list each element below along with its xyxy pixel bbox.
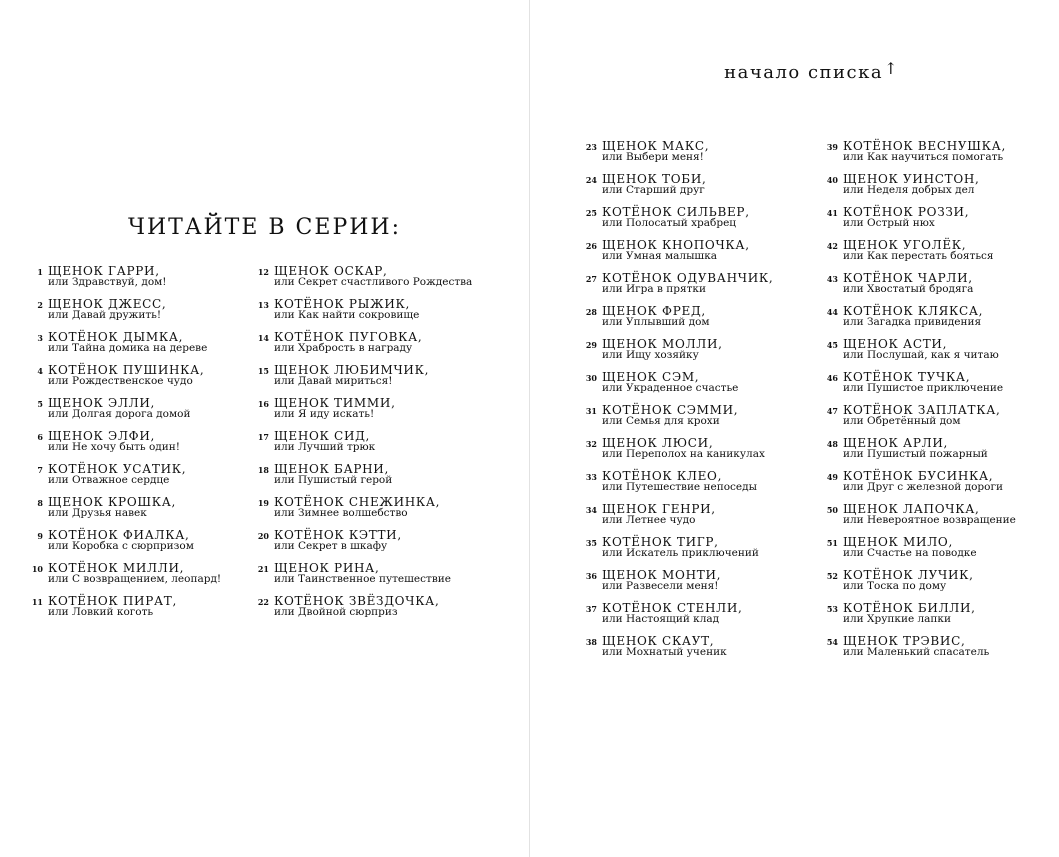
book-subtitle: или Не хочу быть один! [48,441,180,453]
book-subtitle: или Пушистый пожарный [843,448,988,460]
book-subtitle: или Украденное счастье [602,382,739,394]
book-entry [585,535,773,570]
book-number: 37 [585,604,597,614]
book-entry [585,304,773,339]
book-entry [826,205,1016,240]
book-title: ЩЕНОК СИД, [274,429,371,443]
series-heading: ЧИТАЙТЕ В СЕРИИ: [127,215,402,240]
book-title: ЩЕНОК УГОЛЁК, [843,238,967,252]
book-subtitle: или Игра в прятки [602,283,706,295]
book-number: 34 [585,505,597,515]
book-entry [257,528,472,563]
book-subtitle: или Коробка с сюрпризом [48,540,194,552]
book-subtitle: или Развесели меня! [602,580,719,592]
book-title: ЩЕНОК ЭЛФИ, [48,429,155,443]
book-number: 33 [585,472,597,482]
book-entry [826,403,1016,438]
book-number: 41 [826,208,838,218]
book-number: 1 [37,267,43,277]
book-entry [826,502,1016,537]
book-subtitle: или Двойной сюрприз [274,606,398,618]
book-title: ЩЕНОК ЛЮБИМЧИК, [274,363,430,377]
book-title: КОТЁНОК СИЛЬВЕР, [602,205,750,219]
book-title: КОТЁНОК ПУШИНКА, [48,363,205,377]
book-subtitle: или Уплывший дом [602,316,710,328]
book-subtitle: или Как перестать бояться [843,250,994,262]
book-entry [826,436,1016,471]
book-title: КОТЁНОК ТУЧКА, [843,370,971,384]
book-title: ЩЕНОК БАРНИ, [274,462,389,476]
book-title: ЩЕНОК МОЛЛИ, [602,337,723,351]
book-title: ЩЕНОК УИНСТОН, [843,172,980,186]
book-title: КОТЁНОК БИЛЛИ, [843,601,976,615]
book-entry [37,462,221,497]
book-subtitle: или Ищу хозяйку [602,349,699,361]
book-number: 54 [826,637,838,647]
book-number: 38 [585,637,597,647]
book-number: 25 [585,208,597,218]
book-number: 8 [37,498,43,508]
book-title: КОТЁНОК МИЛЛИ, [48,561,185,575]
book-number: 7 [37,465,43,475]
book-entry [826,634,1016,669]
book-subtitle: или Переполох на каникулах [602,448,765,460]
book-subtitle: или Обретённый дом [843,415,961,427]
book-entry [585,370,773,405]
book-number: 2 [37,300,43,310]
book-subtitle: или Секрет в шкафу [274,540,388,552]
book-number: 40 [826,175,838,185]
book-number: 29 [585,340,597,350]
book-number: 17 [257,432,269,442]
book-entry [826,469,1016,504]
book-title: ЩЕНОК ТИММИ, [274,396,396,410]
book-subtitle: или Маленький спасатель [843,646,990,658]
book-number: 14 [257,333,269,343]
book-subtitle: или Невероятное возвращение [843,514,1016,526]
book-title: ЩЕНОК ФРЕД, [602,304,706,318]
book-entry [585,634,773,669]
book-subtitle: или Давай мириться! [274,375,393,387]
book-number: 4 [37,366,43,376]
book-title: ЩЕНОК ЛЮСИ, [602,436,714,450]
book-subtitle: или Пушистое приключение [843,382,1004,394]
book-title: КОТЁНОК УСАТИК, [48,462,187,476]
book-number: 22 [257,597,269,607]
book-number: 24 [585,175,597,185]
book-number: 13 [257,300,269,310]
book-title: ЩЕНОК ТОБИ, [602,172,707,186]
book-title: КОТЁНОК ЛУЧИК, [843,568,974,582]
book-subtitle: или Я иду искать! [274,408,375,420]
book-entry [257,363,472,398]
book-subtitle: или Настоящий клад [602,613,720,625]
book-subtitle: или Счастье на поводке [843,547,977,559]
book-title: КОТЁНОК ТИГР, [602,535,719,549]
book-list-column-3 [585,139,774,669]
book-title: КОТЁНОК ДЫМКА, [48,330,184,344]
book-title: КОТЁНОК ПУГОВКА, [274,330,423,344]
book-entry [585,139,773,174]
book-subtitle: или Как найти сокровище [274,309,420,321]
book-entry [257,594,472,629]
book-title: КОТЁНОК СЭММИ, [602,403,739,417]
book-subtitle: или Отважное сердце [48,474,170,486]
book-number: 53 [826,604,838,614]
book-number: 31 [585,406,597,416]
book-entry [826,271,1016,306]
book-title: ЩЕНОК РИНА, [274,561,380,575]
book-title: ЩЕНОК ДЖЕСС, [48,297,167,311]
book-subtitle: или Неделя добрых дел [843,184,975,196]
book-title: КОТЁНОК КЛЯКСА, [843,304,984,318]
book-title: ЩЕНОК ТРЭВИС, [843,634,966,648]
book-entry [37,363,221,398]
book-number: 3 [37,333,43,343]
book-title: КОТЁНОК СНЕЖИНКА, [274,495,441,509]
book-entry [585,502,773,537]
book-number: 15 [257,366,269,376]
book-subtitle: или Долгая дорога домой [48,408,191,420]
book-title: ЩЕНОК ГЕНРИ, [602,502,716,516]
book-number: 32 [585,439,597,449]
book-entry [826,535,1016,570]
book-number: 45 [826,340,838,350]
book-number: 52 [826,571,838,581]
book-entry [826,601,1016,636]
book-number: 50 [826,505,838,515]
book-number: 11 [31,597,43,607]
book-entry [257,561,472,596]
book-entry [31,561,222,596]
book-number: 19 [257,498,269,508]
book-title: ЩЕНОК ЛАПОЧКА, [843,502,980,516]
book-entry [585,238,773,273]
list-start-label [724,59,899,83]
arrow-up-icon: ↑ [884,59,899,78]
book-entry [257,396,472,431]
book-entry [585,205,773,240]
book-entry [257,297,472,332]
book-subtitle: или Выбери меня! [602,151,704,163]
book-entry [37,495,221,530]
book-entry [826,139,1016,174]
book-number: 26 [585,241,597,251]
book-entry [37,396,221,431]
book-entry [585,568,773,603]
book-title: КОТЁНОК ЗАПЛАТКА, [843,403,1001,417]
book-number: 28 [585,307,597,317]
book-number: 46 [826,373,838,383]
book-title: КОТЁНОК СТЕНЛИ, [602,601,743,615]
book-number: 35 [585,538,597,548]
book-entry [826,370,1016,405]
book-number: 10 [31,564,43,574]
book-title: ЩЕНОК АРЛИ, [843,436,949,450]
book-subtitle: или Рождественское чудо [48,375,193,387]
book-entry [585,469,773,504]
book-number: 49 [826,472,838,482]
book-entry [257,429,472,464]
book-number: 42 [826,241,838,251]
book-title: ЩЕНОК АСТИ, [843,337,948,351]
book-title: КОТЁНОК КЛЕО, [602,469,723,483]
book-subtitle: или Старший друг [602,184,705,196]
book-subtitle: или Хвостатый бродяга [843,283,974,295]
book-title: ЩЕНОК ОСКАР, [274,264,388,278]
book-subtitle: или Тайна домика на дереве [48,342,208,354]
book-subtitle: или Секрет счастливого Рождества [274,276,473,288]
book-number: 30 [585,373,597,383]
book-title: ЩЕНОК СКАУТ, [602,634,715,648]
book-subtitle: или Зимнее волшебство [274,507,408,519]
book-title: КОТЁНОК ФИАЛКА, [48,528,190,542]
book-title: ЩЕНОК ГАРРИ, [48,264,160,278]
book-subtitle: или Летнее чудо [602,514,696,526]
book-list-column-2 [257,264,473,629]
book-number: 43 [826,274,838,284]
book-entry [31,594,221,629]
book-entry [826,238,1016,273]
book-subtitle: или Давай дружить! [48,309,162,321]
book-entry [826,568,1016,603]
book-title: КОТЁНОК ЧАРЛИ, [843,271,973,285]
book-title: ЩЕНОК МИЛО, [843,535,953,549]
book-number: 27 [585,274,597,284]
book-title: ЩЕНОК ЭЛЛИ, [48,396,156,410]
book-number: 16 [257,399,269,409]
book-number: 44 [826,307,838,317]
book-entry [585,172,773,207]
book-subtitle: или Хрупкие лапки [843,613,951,625]
book-subtitle: или Храбрость в награду [274,342,413,354]
book-title: КОТЁНОК КЭТТИ, [274,528,402,542]
book-title: ЩЕНОК СЭМ, [602,370,700,384]
book-subtitle: или Острый нюх [843,217,935,229]
book-list-column-4 [826,139,1016,669]
book-title: ЩЕНОК МОНТИ, [602,568,722,582]
book-entry [37,429,221,464]
book-subtitle: или Мохнатый ученик [602,646,727,658]
book-subtitle: или Таинственное путешествие [274,573,451,585]
book-entry [826,172,1016,207]
book-entry [257,495,472,530]
book-entry [257,264,473,299]
book-number: 12 [257,267,269,277]
book-title: КОТЁНОК БУСИНКА, [843,469,994,483]
book-subtitle: или Полосатый храбрец [602,217,737,229]
book-entry [37,330,221,365]
book-subtitle: или Как научиться помогать [843,151,1004,163]
book-subtitle: или Загадка привидения [843,316,982,328]
book-entry [585,403,773,438]
book-number: 18 [257,465,269,475]
book-number: 47 [826,406,838,416]
book-entry [37,297,221,332]
book-subtitle: или Ловкий коготь [48,606,154,618]
book-subtitle: или Послушай, как я читаю [843,349,999,361]
book-title: КОТЁНОК ЗВЁЗДОЧКА, [274,594,440,608]
book-entry [585,601,773,636]
book-entry [257,462,472,497]
list-start-text: начало списка [724,62,884,83]
book-title: КОТЁНОК РОЗЗИ, [843,205,970,219]
book-entry [257,330,472,365]
book-subtitle: или Искатель приключений [602,547,759,559]
book-title: КОТЁНОК ПИРАТ, [48,594,178,608]
book-subtitle: или Тоска по дому [843,580,947,592]
book-subtitle: или Умная малышка [602,250,718,262]
book-subtitle: или С возвращением, леопард! [48,573,222,585]
book-subtitle: или Пушистый герой [274,474,393,486]
book-number: 20 [257,531,269,541]
book-title: ЩЕНОК МАКС, [602,139,710,153]
book-subtitle: или Друг с железной дороги [843,481,1003,493]
book-subtitle: или Здравствуй, дом! [48,276,167,288]
book-title: КОТЁНОК ВЕСНУШКА, [843,139,1006,153]
book-entry [585,337,773,372]
book-number: 36 [585,571,597,581]
book-title: КОТЁНОК ОДУВАНЧИК, [602,271,774,285]
book-number: 39 [826,142,838,152]
book-entry [585,436,773,471]
book-subtitle: или Лучший трюк [274,441,376,453]
book-entry [37,264,221,299]
book-entry [826,337,1016,372]
book-number: 48 [826,439,838,449]
book-entry [37,528,221,563]
book-subtitle: или Семья для крохи [602,415,720,427]
book-entry [826,304,1016,339]
book-number: 6 [37,432,43,442]
book-subtitle: или Друзья навек [48,507,147,519]
book-number: 23 [585,142,597,152]
book-title: ЩЕНОК КНОПОЧКА, [602,238,750,252]
right-page [530,0,1059,857]
book-number: 21 [257,564,269,574]
book-subtitle: или Путешествие непоседы [602,481,757,493]
book-entry [585,271,774,306]
book-list-column-1 [31,264,222,629]
book-number: 9 [37,531,43,541]
book-title: ЩЕНОК КРОШКА, [48,495,177,509]
book-number: 51 [826,538,838,548]
book-title: КОТЁНОК РЫЖИК, [274,297,411,311]
book-number: 5 [37,399,43,409]
